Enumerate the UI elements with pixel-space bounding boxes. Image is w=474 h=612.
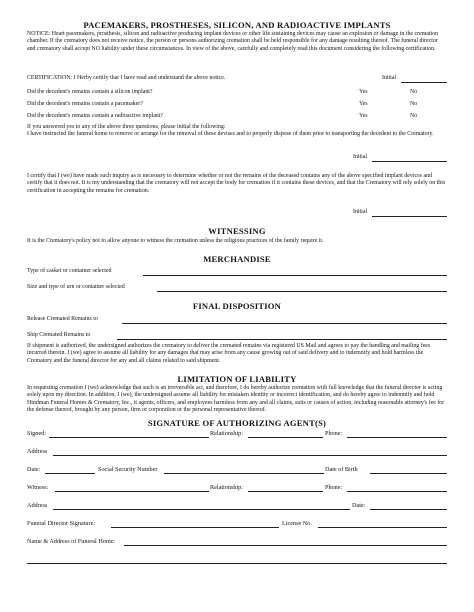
release-label: Release Cremated Remains to (27, 316, 98, 322)
signed-label: Signed: (27, 430, 46, 437)
witness-address-field[interactable] (53, 509, 350, 510)
radioactive-yes[interactable]: Yes (359, 113, 368, 119)
witness-field[interactable] (55, 491, 209, 492)
phone-field[interactable] (347, 437, 447, 438)
witness-relationship-label: Relationship: (210, 484, 243, 491)
witness-phone-label: Phone: (325, 484, 343, 491)
implants-notice: NOTICE: Heart pacemakers, prosthesis, silicon and radioactive producing implant devices or other life sustaining devices may cause an explosion or damage in the cremation chamber. If the crematory does not receive notice, the person or persons authorizing cremation shall be held responsible for any damage resulting thereof. The funeral director and crematory shall accept NO liability under these circumstances. In view of the above, carefully and completely read this document considering the following certification. (27, 31, 439, 52)
witness-label: Witness: (27, 484, 49, 491)
question-radioactive: Did the decedent's remains contain a radioactive implant? (27, 113, 164, 119)
phone-label: Phone: (325, 430, 343, 437)
funeral-home-label: Name & Address of Funeral Home: (27, 538, 116, 545)
release-field[interactable] (122, 323, 447, 324)
witness-phone-field[interactable] (347, 491, 447, 492)
witness-date-field[interactable] (370, 509, 447, 510)
ship-label: Ship Cremated Remains to (27, 332, 91, 338)
dob-label: Date of Birth (325, 466, 358, 473)
instructed-initial-label: Initial (353, 154, 368, 160)
certification-initial-line[interactable] (401, 82, 447, 83)
silicon-yes[interactable]: Yes (359, 89, 368, 95)
casket-label: Type of casket or container selected (27, 268, 112, 274)
implants-heading: PACEMAKERS, PROSTHESES, SILICON, AND RADIOACTIVE IMPLANTS (83, 20, 391, 30)
date-label: Date: (27, 466, 41, 473)
liability-heading: LIMITATION OF LIABILITY (177, 374, 297, 384)
certify-text: I certify that I (we) have made such inquiry as is necessary to determine whether or not the remains of the deceased contains any of the above specified implant devices and certify that it does not. It is my understanding that the crematory will not accept the body for cremation if it contains these devices, and that the Crematory will rely solely on this certification in accepting the remains for cremation. (27, 173, 446, 194)
ssn-label: Social Security Number (98, 466, 158, 473)
witnessing-heading: WITNESSING (208, 226, 266, 236)
instructed-initial-line[interactable] (372, 161, 447, 162)
merchandise-heading: MERCHANDISE (203, 254, 271, 264)
urn-field[interactable] (157, 291, 447, 292)
radioactive-no[interactable]: No (410, 113, 418, 119)
ship-field[interactable] (117, 339, 447, 340)
funeral-home-field[interactable] (124, 545, 447, 546)
signature-heading: SIGNATURE OF AUTHORIZING AGENT(S) (147, 418, 327, 428)
date-field[interactable] (45, 473, 95, 474)
witnessing-text: It is the Crematory's policy not to allow anyone to witness the cremation unless the religious practices of the family require it. (27, 238, 324, 244)
relationship-label: Relationship: (210, 430, 243, 437)
question-pacemaker: Did the decedent's remains contain a pacemaker? (27, 101, 143, 107)
address-label: Address (27, 448, 48, 455)
funeral-home-field-line2[interactable] (27, 563, 447, 564)
casket-field[interactable] (143, 275, 447, 276)
certify-initial-label: Initial (353, 209, 368, 215)
liability-text: In requesting cremation I (we) acknowledge that such is an irreversible act, and therefore, I do hereby authorize cremation with full knowledge that the funeral director is acting solely upon my direction. In addition, I (we), the undersigned assume all liability for mistaken identity or incorrect identification, and do hereby agree to indemnify and hold Hindman Funeral Homes & Crematory, Inc., it agents, officers, and employees harmless from any and all claims, suits or causes of action, including reasonable attorney's fee for the defense thereof, brought by any person, firm or corporation or the personal representative thereof. (27, 385, 445, 413)
certification-text: CERTIFICATION: I Herby certify that I have read and understand the above notice. (27, 75, 226, 81)
disposition-heading: FINAL DISPOSITION (192, 301, 282, 311)
pacemaker-no[interactable]: No (410, 101, 418, 107)
silicon-no[interactable]: No (410, 89, 418, 95)
relationship-field[interactable] (248, 437, 323, 438)
dob-field[interactable] (370, 473, 447, 474)
license-field[interactable] (318, 527, 447, 528)
instructed-text: I have instructed the funeral home to remove or arrange for the removal of these devises and to properly dispose of them prior to transporting the decedent to the Crematory. (27, 131, 434, 137)
fd-signature-label: Funeral Director Signature: (27, 520, 96, 527)
certify-initial-line[interactable] (372, 216, 447, 217)
fd-signature-field[interactable] (111, 527, 279, 528)
witness-relationship-field[interactable] (248, 491, 323, 492)
question-silicon: Did the decedent's remains contain a silicon implant? (27, 89, 153, 95)
address-field[interactable] (53, 455, 447, 456)
certification-initial-label: Initial (382, 75, 397, 81)
license-label: License No. (282, 520, 312, 527)
witness-date-label: Date: (352, 502, 366, 509)
ssn-field[interactable] (164, 473, 324, 474)
urn-label: Size and type of urn or container selected (27, 284, 125, 290)
witness-address-label: Address (27, 502, 48, 509)
pacemaker-yes[interactable]: Yes (359, 101, 368, 107)
if-yes-text: If you answered yes to any of the above three questions, please initial the following: (27, 124, 226, 130)
signed-field[interactable] (49, 437, 209, 438)
shipment-text: If shipment is authorized, the undersigned authorizes the crematory to deliver the cremated remains via registered US Mail and agrees to pay the handling and mailing fees incurred therein. I (we) agree to assume all liability for any damages that may arise from any cause growing out of said delivery and to indemnify and hold harmless the Crematory and the funeral director for any and all claims related to said shipment. (27, 343, 431, 364)
